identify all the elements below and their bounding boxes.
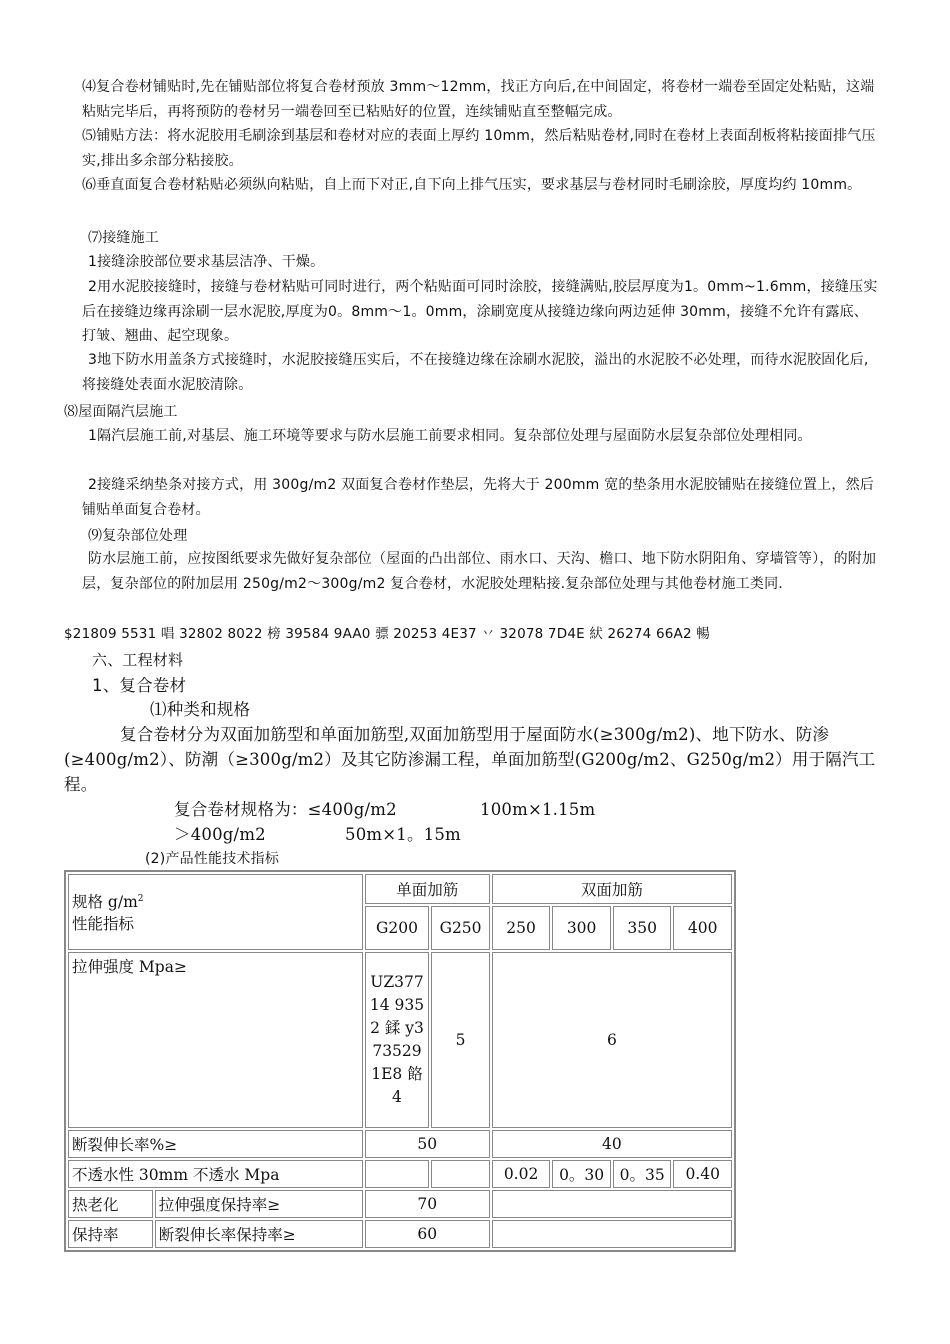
spec-line-1-value: 100m×1.15m xyxy=(480,800,596,819)
paragraph-7-item-2: 2用水泥胶接缝时，接缝与卷材粘贴可同时进行，两个粘贴面可同时涂胶，接缝满贴,胶层厚度为1。0mm~1.6mm，接缝压实后在接缝边缘再涂刷一层水泥胶,厚度为0。8mm～1。0mm，涂刷宽度从接缝边缘向两边延伸 30mm，接缝不允许有露底、打皱、翘曲、起空现象。 xyxy=(82,279,878,344)
paragraph-9-body: 防水层施工前，应按图纸要求先做好复杂部位（屋面的凸出部位、雨水口、天沟、檐口、地下防水阴阳角、穿墙管等），的附加层，复杂部位的附加层用 250g/m2～300g/m2 复合卷材，水泥胶处理粘接.复杂部位处理与其他卷材施工类同. xyxy=(82,551,877,592)
sub1-heading: ⑴种类和规格 xyxy=(150,700,251,719)
col-350: 350 xyxy=(613,906,672,950)
row-tensile-g250: 5 xyxy=(431,952,490,1128)
col-400: 400 xyxy=(673,906,732,950)
row-aging-empty xyxy=(492,1190,732,1218)
col-g250: G250 xyxy=(431,906,490,950)
row-aging-label-a: 热老化 xyxy=(68,1190,153,1218)
col-250: 250 xyxy=(492,906,551,950)
table-header-spec: 规格 $g/m^2$ 性能指标 xyxy=(68,874,363,950)
row-aging-label-b: 拉伸强度保持率≥ xyxy=(155,1190,363,1218)
paragraph-4: ⑷复合卷材铺贴时,先在铺贴部位将复合卷材预放 3mm～12mm，找正方向后,在中间固定，将卷材一端卷至固定处粘贴，这端粘贴完毕后，再将预防的卷材另一端卷回至已粘贴好的位置，连续铺贴直至整幅完成。 xyxy=(82,79,875,120)
row-retention-value: 60 xyxy=(365,1220,490,1248)
spec-line-2-label: ＞400g/m2 xyxy=(174,825,266,844)
table-header-single: 单面加筋 xyxy=(365,874,490,904)
row-retention-label-b: 断裂伸长率保持率≥ xyxy=(155,1220,363,1248)
row-tensile-label: 拉伸强度 Mpa≥ xyxy=(68,952,363,1128)
paragraph-7-item-1: 1接缝涂胶部位要求基层洁净、干燥。 xyxy=(88,254,325,270)
paragraph-7-item-3: 3地下防水用盖条方式接缝时，水泥胶接缝压实后，不在接缝边缘在涂刷水泥胶，溢出的水泥胶不必处理，而待水泥胶固化后,将接缝处表面水泥胶清除。 xyxy=(82,352,869,393)
row-retention-empty xyxy=(492,1220,732,1248)
spec-line-1-label: 复合卷材规格为：≤400g/m2 xyxy=(174,800,397,819)
paragraph-6: ⑹垂直面复合卷材粘贴必须纵向粘贴，自上而下对正,自下向上排气压实，要求基层与卷材同时毛刷涂胶，厚度均约 10mm。 xyxy=(82,177,862,193)
col-300: 300 xyxy=(552,906,611,950)
row-elongation-double: 40 xyxy=(492,1130,732,1158)
spec-line-2-value: 50m×1。15m xyxy=(345,825,461,844)
row-tensile-g200: UZ37714 9352 鍒 y3735291E8 餎 4 xyxy=(365,952,430,1128)
row-impermeability-300: 0。30 xyxy=(552,1160,611,1188)
row-impermeability-label: 不透水性 30mm 不透水 Mpa xyxy=(68,1160,363,1188)
paragraph-8-item-2: 2接缝采纳垫条对接方式，用 300g/m2 双面复合卷材作垫层，先将大于 200mm 宽的垫条用水泥胶铺贴在接缝位置上，然后铺贴单面复合卷材。 xyxy=(82,477,874,518)
sub2-heading: (2)产品性能技术指标 xyxy=(145,851,280,867)
row-impermeability-g250 xyxy=(431,1160,490,1188)
row-impermeability-250: 0.02 xyxy=(492,1160,551,1188)
paragraph-9-heading: ⑼复杂部位处理 xyxy=(88,528,188,544)
paragraph-8-heading: ⑻屋面隔汽层施工 xyxy=(64,404,178,420)
row-impermeability-350: 0。35 xyxy=(613,1160,672,1188)
row-retention-label-a: 保持率 xyxy=(68,1220,153,1248)
garbled-line: $21809 5531 唱 32802 8022 榜 39584 9AA0 骠 20253 4E37 丷 32078 7D4E 紎 26274 66A2 暢 xyxy=(64,626,710,642)
row-tensile-double: 6 xyxy=(492,952,732,1128)
section-6-heading: 六、工程材料 xyxy=(92,651,184,669)
section-6-1-heading: 1、复合卷材 xyxy=(92,676,187,695)
row-impermeability-g200 xyxy=(365,1160,430,1188)
performance-table xyxy=(64,870,736,1252)
sub1-text: 复合卷材分为双面加筋型和单面加筋型,双面加筋型用于屋面防水(≥300g/m2)、地下防水、防渗(≥400g/m2）、防潮（≥300g/m2）及其它防渗漏工程，单面加筋型(G200g/m2、G250g/m2）用于隔汽工程。 xyxy=(64,725,876,794)
paragraph-7-heading: ⑺接缝施工 xyxy=(88,230,159,246)
paragraph-8-item-1: 1隔汽层施工前,对基层、施工环境等要求与防水层施工前要求相同。复杂部位处理与屋面防水层复杂部位处理相同。 xyxy=(88,428,812,444)
table-header-double: 双面加筋 xyxy=(492,874,732,904)
row-elongation-single: 50 xyxy=(365,1130,490,1158)
row-impermeability-400: 0.40 xyxy=(673,1160,732,1188)
paragraph-5: ⑸铺贴方法：将水泥胶用毛刷涂到基层和卷材对应的表面上厚约 10mm，然后粘贴卷材,同时在卷材上表面刮板将粘接面排气压实,排出多余部分粘接胶。 xyxy=(82,128,876,169)
col-g200: G200 xyxy=(365,906,430,950)
row-aging-value: 70 xyxy=(365,1190,490,1218)
row-elongation-label: 断裂伸长率%≥ xyxy=(68,1130,363,1158)
